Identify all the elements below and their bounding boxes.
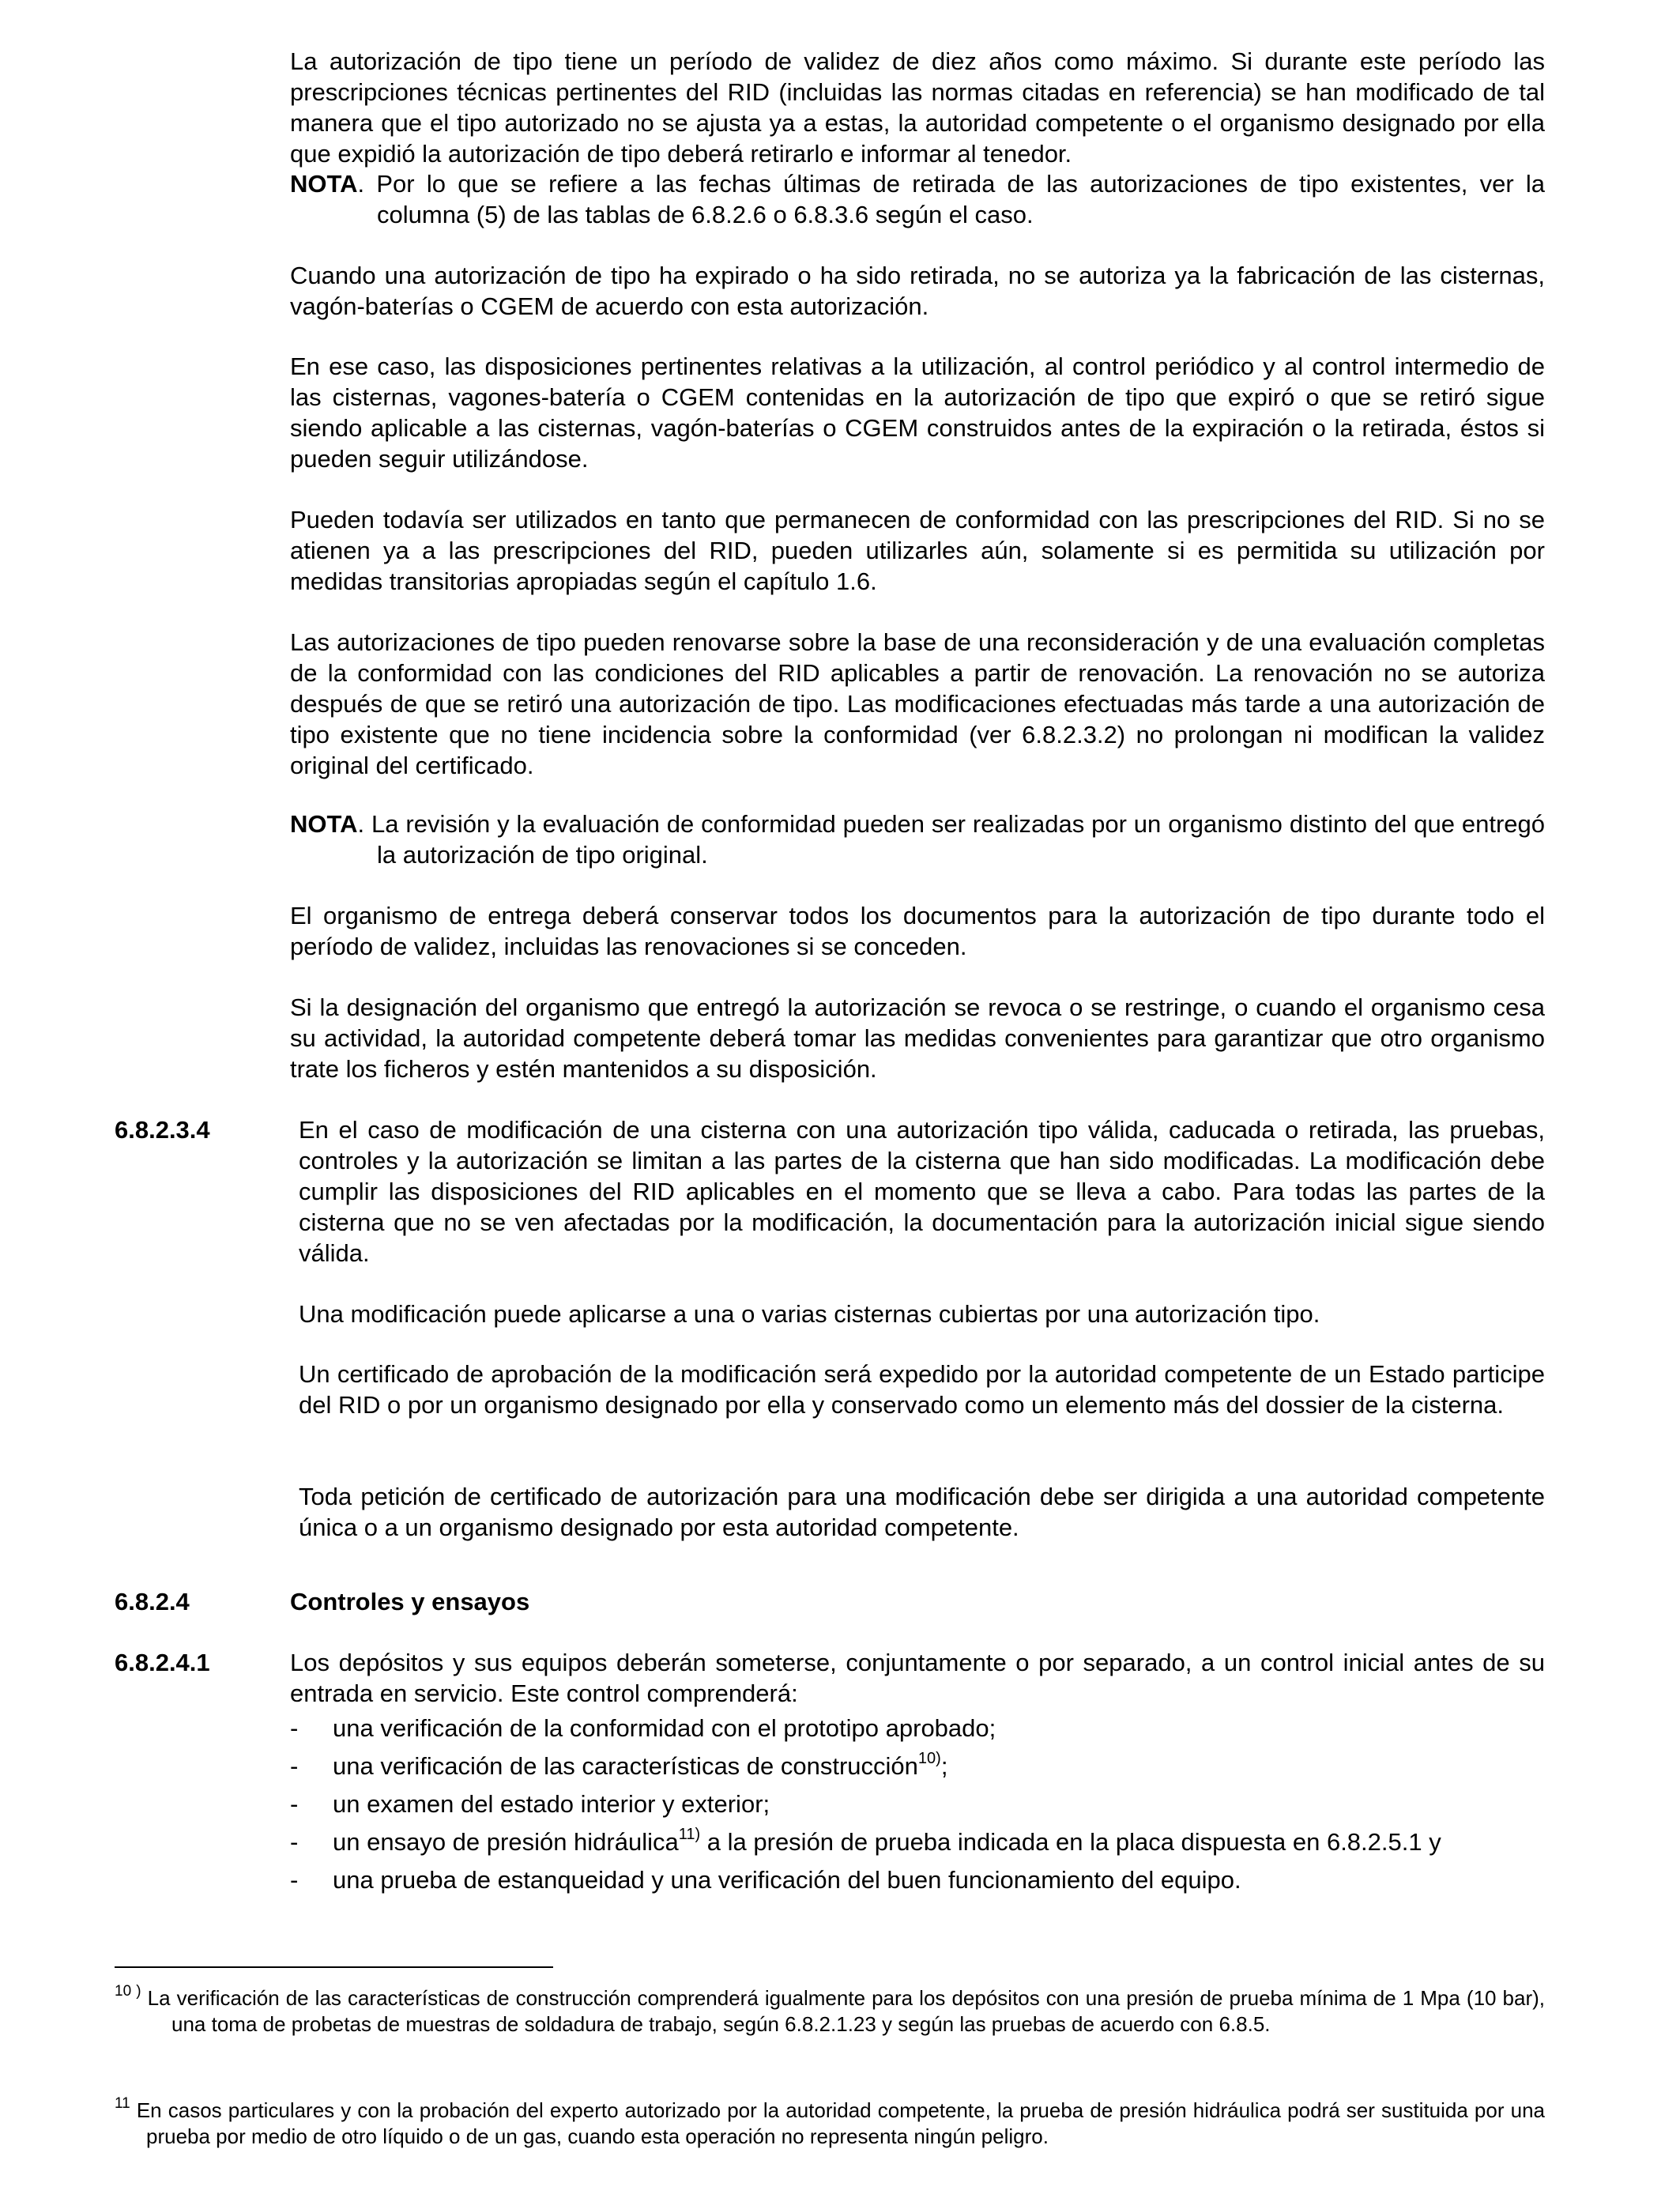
footnote-10	[115, 1985, 1545, 2038]
list-dash: -	[290, 1713, 299, 1742]
section-number-6-8-2-4-1: 6.8.2.4.1	[115, 1649, 210, 1676]
list-item	[290, 1823, 1545, 1860]
list-item-text: una verificación de la conformidad con el prototipo aprobado;	[333, 1713, 996, 1742]
paragraph-initial-control: Los depósitos y sus equipos deberán someterse, conjuntamente o por separado, a un control inicial antes de su entrada en servicio. Este control comprenderá:	[290, 1649, 1545, 1707]
footnote-ref-11[interactable]: 11)	[678, 1825, 701, 1843]
note-label: NOTA	[290, 810, 358, 838]
list-item-text: una prueba de estanqueidad y una verificación del buen funcionamiento del equipo.	[333, 1865, 1241, 1894]
list-item	[290, 1709, 1545, 1747]
paragraph-modification-scope: Una modificación puede aplicarse a una o varias cisternas cubiertas por una autorización tipo.	[299, 1300, 1320, 1328]
list-item-tail: ;	[940, 1751, 948, 1780]
list-item-text: un ensayo de presión hidráulica	[333, 1827, 679, 1856]
footnote-text: La verificación de las características de construcción comprenderá igualmente para los depósitos con una presión de prueba mínima de 1 Mpa (10 bar), una toma de probetas de muestras de soldadura de trabajo, según 6.8.2.1.23 y según las pruebas de acuerdo con 6.8.5.	[147, 1986, 1545, 2036]
list-dash: -	[290, 1751, 299, 1780]
list-item	[290, 1860, 1545, 1898]
section-number-6-8-2-4: 6.8.2.4	[115, 1588, 190, 1615]
note-text: . La revisión y la evaluación de conformidad pueden ser realizadas por un organismo distinto del que entregó la autorización de tipo original.	[357, 810, 1545, 869]
footnote-separator	[115, 1966, 553, 1968]
paragraph-designation: Si la designación del organismo que entregó la autorización se revoca o se restringe, o cuando el organismo cesa su actividad, la autoridad competente deberá tomar las medidas convenientes para garantizar que otro organismo trate los ficheros y estén mantenidos a su disposición.	[290, 993, 1545, 1083]
footnote-ref-10[interactable]: 10)	[917, 1749, 941, 1767]
paragraph-still-used: Pueden todavía ser utilizados en tanto que permanecen de conformidad con las prescripciones del RID. Si no se atienen ya a las prescripciones del RID, pueden utilizarles aún, solamente si es permitida su utilización por medidas transitorias apropiadas según el capítulo 1.6.	[290, 506, 1545, 595]
note-text: . Por lo que se refiere a las fechas últimas de retirada de las autorizaciones de tipo existentes, ver la columna (5) de las tablas de 6.8.2.6 o 6.8.3.6 según el caso.	[357, 170, 1545, 228]
list-item	[290, 1785, 1545, 1823]
list-dash: -	[290, 1827, 299, 1856]
paragraph-records: El organismo de entrega deberá conservar todos los documentos para la autorización de tipo durante todo el período de validez, incluidas las renovaciones si se conceden.	[290, 902, 1545, 960]
section-title-controls: Controles y ensayos	[290, 1588, 530, 1615]
paragraph-renewal: Las autorizaciones de tipo pueden renovarse sobre la base de una reconsideración y de una evaluación completas de la conformidad con las condiciones del RID aplicables a partir de renovación. La renovación no se autoriza después de que se retiró una autorización de tipo. Las modificaciones efectuadas más tarde a una autorización de tipo existente que no tiene incidencia sobre la conformidad (ver 6.8.2.3.2) no prolongan ni modifican la validez original del certificado.	[290, 628, 1545, 779]
paragraph-expired: Cuando una autorización de tipo ha expirado o ha sido retirada, no se autoriza ya la fabricación de las cisternas, vagón-baterías o CGEM de acuerdo con esta autorización.	[290, 262, 1545, 320]
paragraph-certificate-request: Toda petición de certificado de autorización para una modificación debe ser dirigida a una autoridad competente única o a un organismo designado por esta autoridad competente.	[299, 1483, 1545, 1541]
footnote-mark: 10 )	[115, 1983, 141, 2000]
list-item	[290, 1747, 1545, 1785]
footnote-mark: 11	[115, 2095, 130, 2112]
control-list	[290, 1709, 1545, 1898]
note-label: NOTA	[290, 170, 358, 198]
footnote-11	[115, 2095, 1545, 2150]
list-item-tail: a la presión de prueba indicada en la placa dispuesta en 6.8.2.5.1 y	[700, 1827, 1441, 1856]
list-dash: -	[290, 1789, 299, 1818]
note-review	[290, 809, 1545, 870]
paragraph-validity: La autorización de tipo tiene un período de validez de diez años como máximo. Si durante este período las prescripciones técnicas pertinentes del RID (incluidas las normas citadas en referencia) se han modificado de tal manera que el tipo autorizado no se ajusta ya a estas, la autoridad competente o el organismo designado por ella que expidió la autorización de tipo deberá retirarlo e informar al tenedor.	[290, 47, 1545, 168]
list-item-text: un examen del estado interior y exterior;	[333, 1789, 770, 1818]
paragraph-in-that-case: En ese caso, las disposiciones pertinentes relativas a la utilización, al control periódico y al control intermedio de las cisternas, vagones-batería o CGEM contenidas en la autorización de tipo que expiró o que se retiró sigue siendo aplicable a las cisternas, vagón-baterías o CGEM construidos antes de la expiración o la retirada, éstos si pueden seguir utilizándose.	[290, 352, 1545, 473]
list-dash: -	[290, 1865, 299, 1894]
section-number-6-8-2-3-4: 6.8.2.3.4	[115, 1116, 210, 1144]
paragraph-approval-certificate: Un certificado de aprobación de la modificación será expedido por la autoridad competente de un Estado participe del RID o por un organismo designado por ella y conservado como un elemento más del dossier de la cisterna.	[299, 1360, 1545, 1419]
list-item-text: una verificación de las características de construcción	[333, 1751, 918, 1780]
paragraph-modification: En el caso de modificación de una cisterna con una autorización tipo válida, caducada o retirada, las pruebas, controles y la autorización se limitan a las partes de la cisterna que han sido modificadas. La modificación debe cumplir las disposiciones del RID aplicables en el momento que se lleva a cabo. Para todas las partes de la cisterna que no se ven afectadas por la modificación, la documentación para la autorización inicial sigue siendo válida.	[299, 1116, 1545, 1267]
note-withdrawal-dates	[290, 168, 1545, 230]
footnote-text: En casos particulares y con la probación del experto autorizado por la autoridad competente, la prueba de presión hidráulica podrá ser sustituida por una prueba por medio de otro líquido o de un gas, cuando esta operación no representa ningún peligro.	[136, 2098, 1545, 2148]
